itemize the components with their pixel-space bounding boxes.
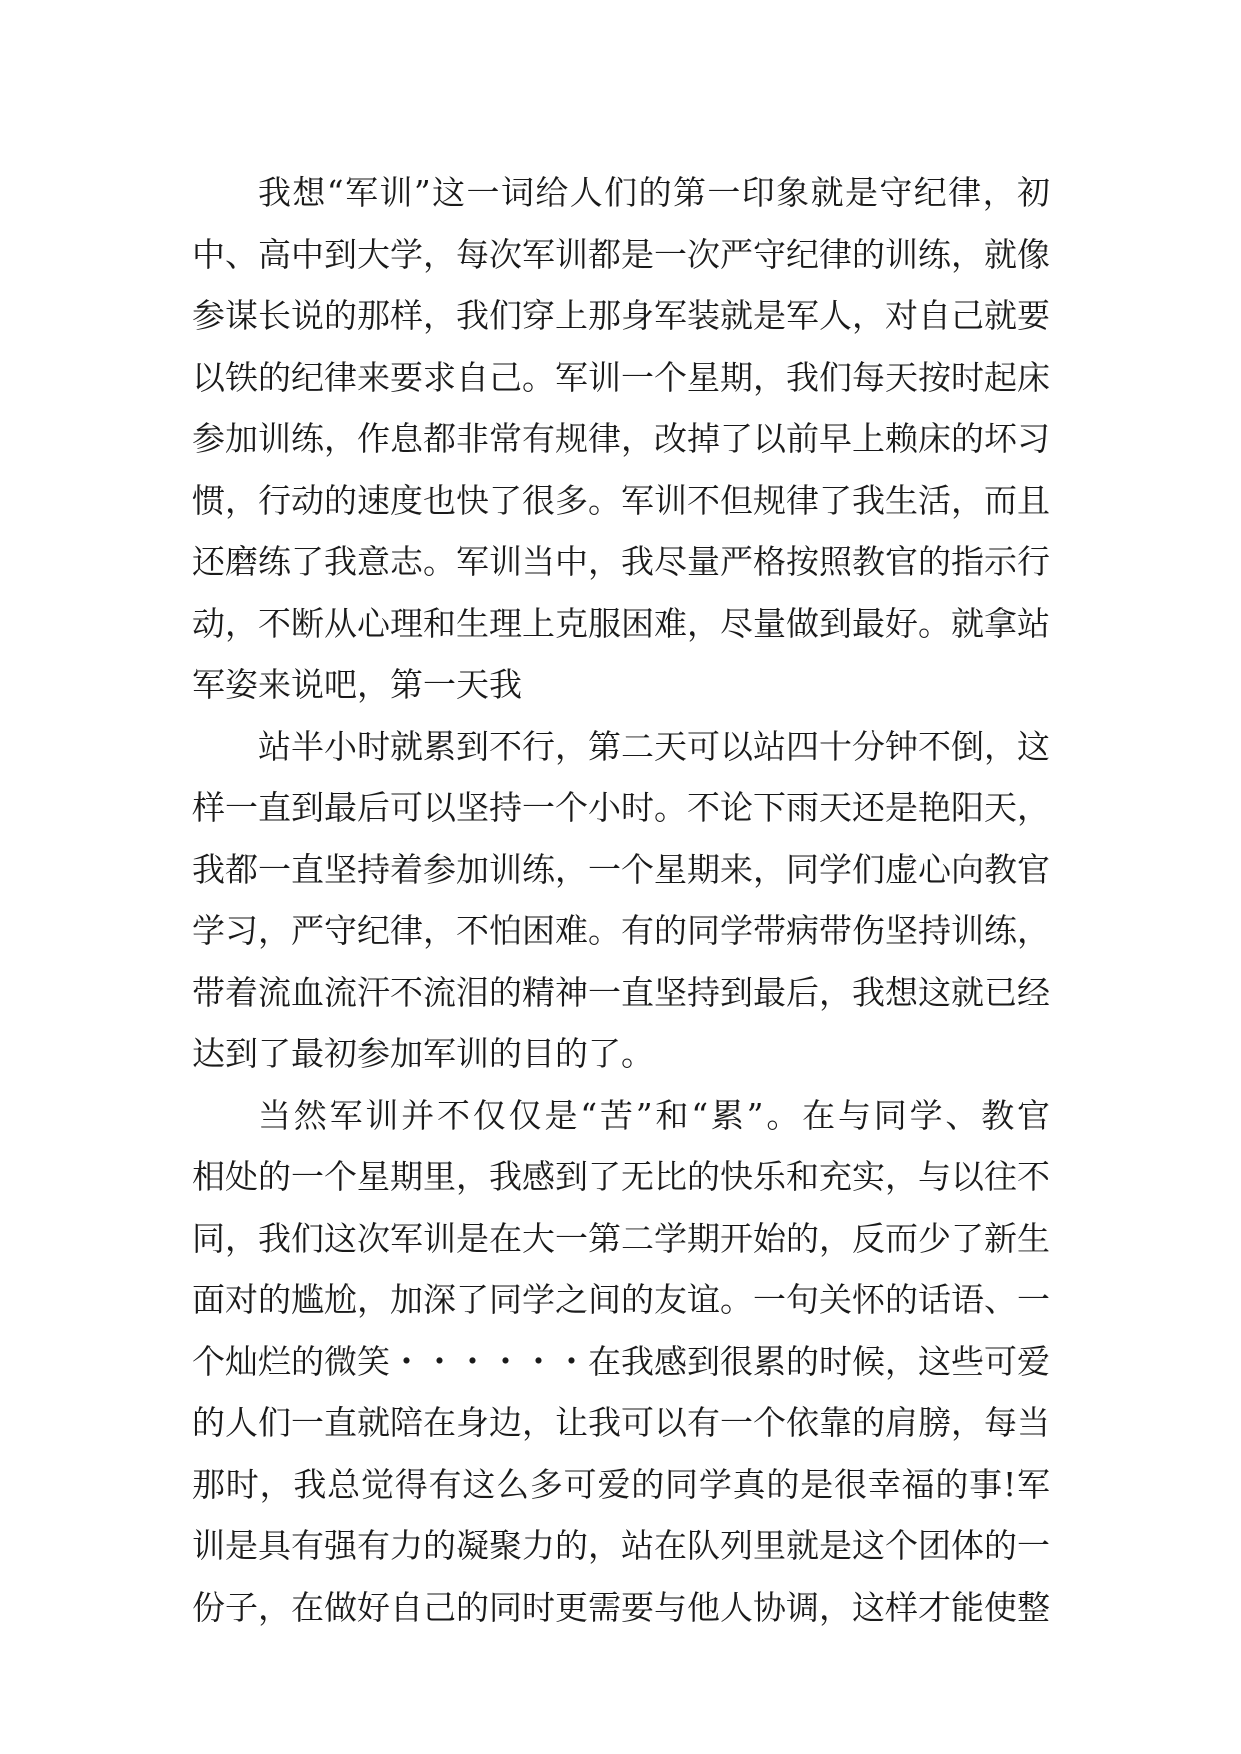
text-line: 份子，在做好自己的同时更需要与他人协调，这样才能使整 xyxy=(192,1587,1050,1627)
paragraph-1 xyxy=(192,162,1050,716)
text-line: 站半小时就累到不行，第二天可以站四十分钟不倒，这 xyxy=(258,726,1050,766)
text-line: 惯，行动的速度也快了很多。军训不但规律了我生活，而且 xyxy=(192,480,1050,520)
paragraph-3 xyxy=(192,1085,1050,1639)
text-line: 带着流血流汗不流泪的精神一直坚持到最后，我想这就已经 xyxy=(192,972,1050,1012)
text-line: 动，不断从心理和生理上克服困难，尽量做到最好。就拿站 xyxy=(192,603,1050,643)
text-line: 相处的一个星期里，我感到了无比的快乐和充实，与以往不 xyxy=(192,1157,1050,1196)
text-line: 还磨练了我意志。军训当中，我尽量严格按照教官的指示行 xyxy=(192,542,1050,581)
text-line: 当然军训并不仅仅是“苦”和“累”。在与同学、教官 xyxy=(258,1095,1050,1135)
text-line: 训是具有强有力的凝聚力的，站在队列里就是这个团体的一 xyxy=(192,1526,1050,1565)
text-line: 军姿来说吧，第一天我 xyxy=(192,665,522,704)
text-line: 同，我们这次军训是在大一第二学期开始的，反而少了新生 xyxy=(192,1218,1050,1258)
paragraph-2 xyxy=(192,716,1050,1085)
text-line: 面对的尴尬，加深了同学之间的友谊。一句关怀的话语、一 xyxy=(192,1280,1050,1319)
text-line: 那时，我总觉得有这么多可爱的同学真的是很幸福的事!军 xyxy=(192,1464,1050,1504)
text-line: 我想“军训”这一词给人们的第一印象就是守纪律，初 xyxy=(258,173,1050,212)
text-line: 参加训练，作息都非常有规律，改掉了以前早上赖床的坏习 xyxy=(192,419,1050,458)
text-line: 我都一直坚持着参加训练，一个星期来，同学们虚心向教官 xyxy=(192,849,1050,889)
text-line: 中、高中到大学，每次军训都是一次严守纪律的训练，就像 xyxy=(192,234,1050,274)
text-line: 学习，严守纪律，不怕困难。有的同学带病带伤坚持训练， xyxy=(192,911,1050,950)
text-line: 达到了最初参加军训的目的了。 xyxy=(192,1034,654,1073)
text-line: 以铁的纪律来要求自己。军训一个星期，我们每天按时起床 xyxy=(192,357,1050,397)
text-line: 参谋长说的那样，我们穿上那身军装就是军人，对自己就要 xyxy=(192,296,1050,335)
text-line: 的人们一直就陪在身边，让我可以有一个依靠的肩膀，每当 xyxy=(192,1403,1050,1442)
body-text xyxy=(192,162,1050,1638)
text-line: 样一直到最后可以坚持一个小时。不论下雨天还是艳阳天， xyxy=(192,788,1050,827)
text-line: 个灿烂的微笑・・・・・・在我感到很累的时候，这些可爱 xyxy=(192,1341,1050,1381)
